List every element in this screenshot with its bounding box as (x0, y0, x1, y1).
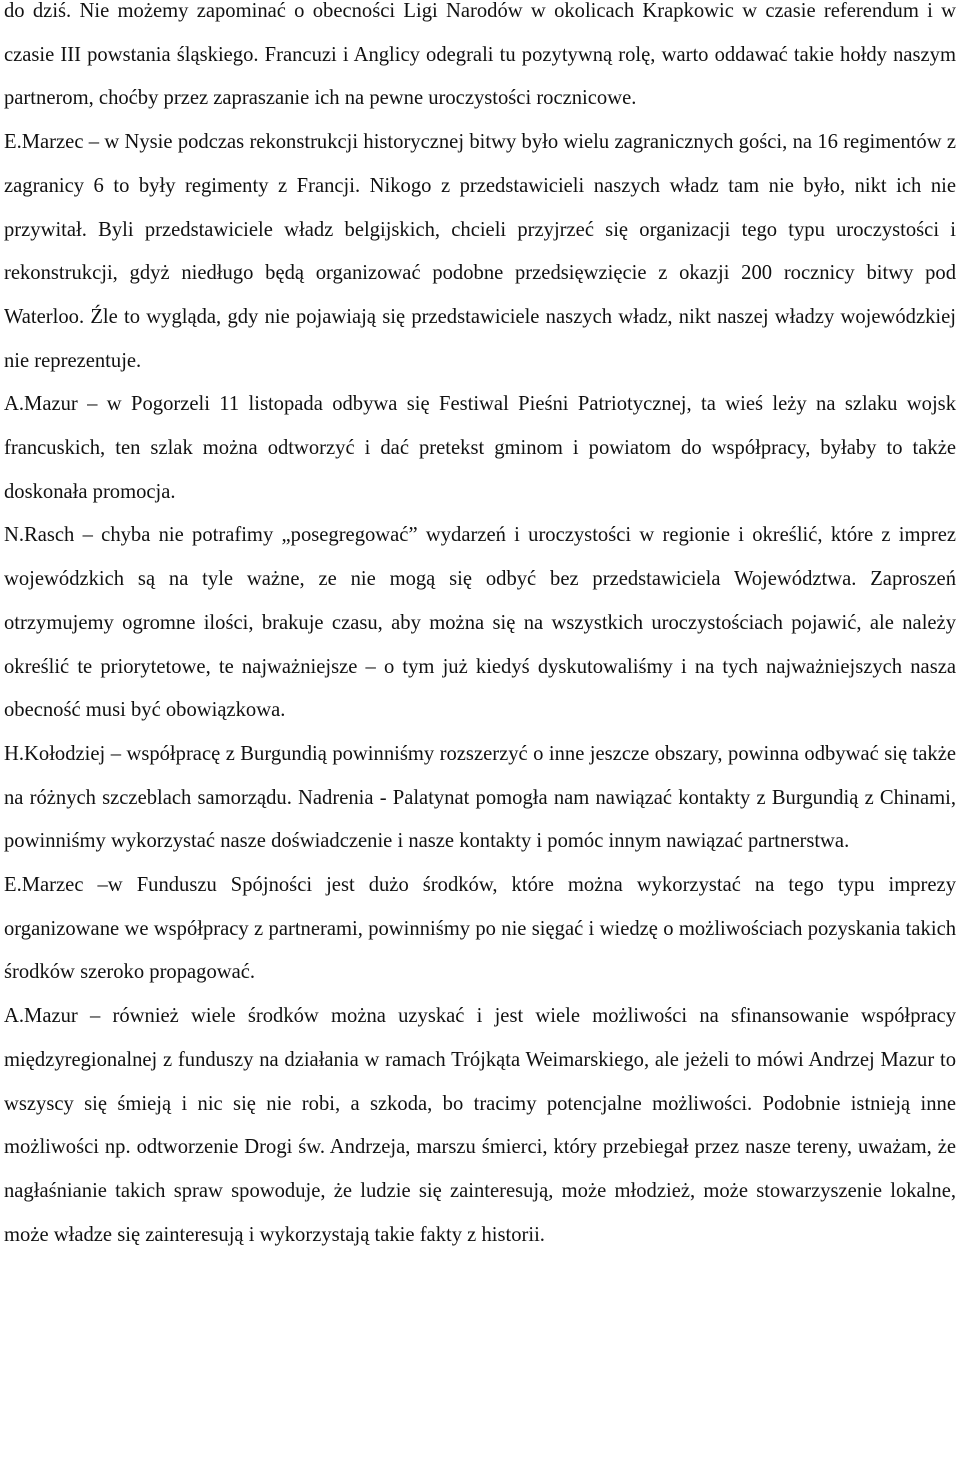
paragraph-a-mazur-pogorzela: A.Mazur – w Pogorzeli 11 listopada odbywa się Festiwal Pieśni Patriotycznej, ta wieś leży na szlaku wojsk francuskich, ten szlak można odtworzyć i dać pretekst gminom i powiatom do współpracy, byłaby to także doskonała promocja. (4, 393, 956, 503)
paragraph-n-rasch: N.Rasch – chyba nie potrafimy „posegregować” wydarzeń i uroczystości w regionie i określić, które z imprez wojewódzkich są na tyle ważne, ze nie mogą się odbyć bez przedstawiciela Województwa. Zaproszeń otrzymujemy ogromne ilości, brakuje czasu, aby można się na wszystkich uroczystościach pojawić, ale należy określić te priorytetowe, te najważniejsze – o tym już kiedyś dyskutowaliśmy i na tych najważniejszych nasza obecność musi być obowiązkowa. (4, 524, 956, 722)
paragraph-continuation: do dziś. Nie możemy zapominać o obecności Ligi Narodów w okolicach Krapkowic w czasie referendum i w czasie III powstania śląskiego. Francuzi i Anglicy odegrali tu pozytywną rolę, warto oddawać takie hołdy naszym partnerom, choćby przez zapraszanie ich na pewne uroczystości rocznicowe. (4, 0, 956, 110)
document-page (4, 0, 956, 1257)
paragraph-h-kolodziej: H.Kołodziej – współpracę z Burgundią powinniśmy rozszerzyć o inne jeszcze obszary, powinna odbywać się także na różnych szczeblach samorządu. Nadrenia - Palatynat pomogła nam nawiązać kontakty z Burgundią z Chinami, powinniśmy wykorzystać nasze doświadczenie i nasze kontakty i pomóc innym nawiązać partnerstwa. (4, 742, 956, 853)
paragraph-e-marzec-nysa: E.Marzec – w Nysie podczas rekonstrukcji historycznej bitwy było wielu zagranicznych gości, na 16 regimentów z zagranicy 6 to były regimenty z Francji. Nikogo z przedstawicieli naszych władz tam nie było, nikt ich nie przywitał. Byli przedstawiciele władz belgijskich, chcieli przyjrzeć się organizacji tego typu uroczystości i rekonstrukcji, gdyż niedługo będą organizować podobne przedsięwzięcie z okazji 200 rocznicy bitwy pod Waterloo. Źle to wygląda, gdy nie pojawiają się przedstawiciele naszych władz, nikt naszej władzy wojewódzkiej nie reprezentuje. (4, 131, 956, 372)
paragraph-e-marzec-fundusz: E.Marzec –w Funduszu Spójności jest dużo środków, które można wykorzystać na tego typu imprezy organizowane we współpracy z partnerami, powinniśmy po nie sięgać i wiedzę o możliwościach pozyskania takich środków szeroko propagować. (4, 874, 956, 984)
paragraph-a-mazur-srodki: A.Mazur – również wiele środków można uzyskać i jest wiele możliwości na sfinansowanie współpracy międzyregionalnej z funduszy na działania w ramach Trójkąta Weimarskiego, ale jeżeli to mówi Andrzej Mazur to wszyscy się śmieją i nic się nie robi, a szkoda, bo tracimy potencjalne możliwości. Podobnie istnieją inne możliwości np. odtworzenie Drogi św. Andrzeja, marszu śmierci, który przebiegał przez nasze tereny, uważam, że nagłaśnianie takich spraw spowoduje, że ludzie się zainteresują, może młodzież, może stowarzyszenie lokalne, może władze się zainteresują i wykorzystają takie fakty z historii. (4, 1005, 956, 1246)
